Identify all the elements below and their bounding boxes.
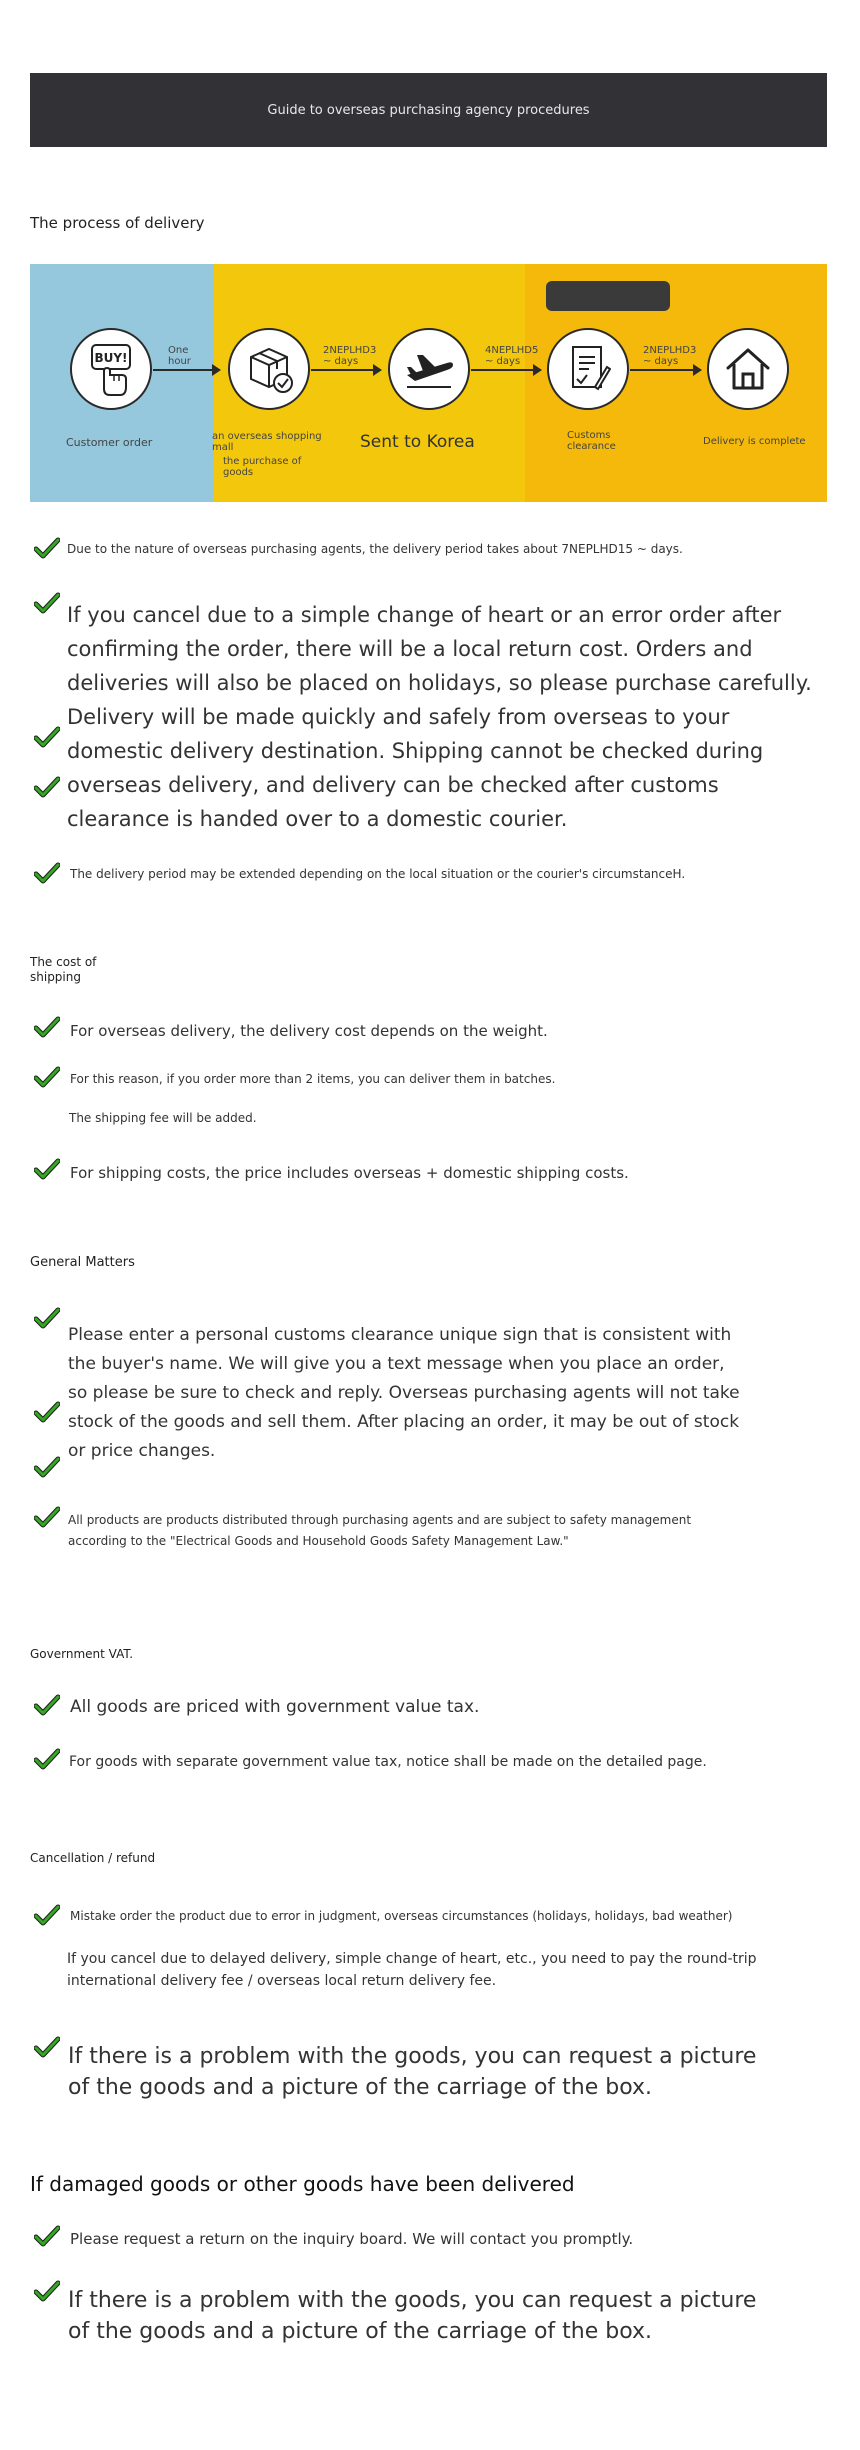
check-icon [34, 1456, 60, 1478]
check-icon [34, 592, 60, 614]
delivery-note-3: The delivery period may be extended depending on the local situation or the courier's circumstanceH. [70, 867, 686, 881]
shipping-section-title: The cost of shipping [30, 955, 97, 984]
label-days-c: 2NEPLHD3 ~ days [643, 345, 697, 367]
check-icon [34, 1066, 60, 1088]
label-purchase-goods: the purchase of goods [223, 456, 302, 478]
label-one-hour: One hour [168, 345, 191, 367]
shipping-item-3: The shipping fee will be added. [69, 1111, 257, 1125]
damaged-section-title: If damaged goods or other goods have been delivered [30, 2172, 575, 2196]
damaged-item-1: Please request a return on the inquiry board. We will contact you promptly. [70, 2230, 634, 2248]
arrow-2 [311, 369, 380, 371]
label-sent-to-korea: Sent to Korea [360, 432, 475, 452]
cancel-item-1: Mistake order the product due to error in judgment, overseas circumstances (holidays, holidays, bad weather) [70, 1909, 733, 1923]
delivery-section-title: The process of delivery [30, 214, 205, 232]
tooltip-overlay [546, 281, 670, 311]
check-icon [34, 1506, 60, 1528]
delivery-note-1: Due to the nature of overseas purchasing agents, the delivery period takes about 7NEPLHD15 ~ days. [67, 542, 683, 556]
arrow-1 [153, 369, 219, 371]
document-icon [547, 328, 629, 410]
banner-title: Guide to overseas purchasing agency procedures [267, 102, 590, 118]
delivery-process-diagram [30, 264, 827, 502]
check-icon [34, 1158, 60, 1180]
delivery-note-2: If you cancel due to a simple change of heart or an error order after confirming the order, there will be a local return cost. Orders and deliveries will also be placed on holidays, so please purchase carefully. Delivery will be made quickly and safely from overseas to your domestic delivery destination. Shipping cannot be checked during overseas delivery, and delivery can be checked after customs clearance is handed over to a domestic courier. [67, 603, 812, 831]
label-days-b: 4NEPLHD5 ~ days [485, 345, 539, 367]
arrow-3 [471, 369, 540, 371]
buy-icon-text: BUY! [94, 351, 128, 365]
check-icon [34, 2225, 60, 2247]
check-icon [34, 1401, 60, 1423]
cancel-item-3: If there is a problem with the goods, you can request a picture of the goods and a picture of the carriage of the box. [68, 2044, 757, 2100]
general-paragraph: Please enter a personal customs clearance unique sign that is consistent with the buyer's name. We will give you a text message when you place an order, so please be sure to check and reply. Overseas purchasing agents will not take stock of the goods and sell them. After placing an order, it may be out of stock or price changes. [68, 1325, 740, 1461]
check-icon [34, 776, 60, 798]
label-customs-clearance: Customs clearance [567, 430, 616, 452]
buy-icon [70, 328, 152, 410]
label-shopping-mall: an overseas shopping mall [212, 431, 322, 453]
damaged-item-2: If there is a problem with the goods, you can request a picture of the goods and a picture of the carriage of the box. [68, 2288, 757, 2344]
shipping-item-4: For shipping costs, the price includes overseas + domestic shipping costs. [70, 1164, 629, 1182]
vat-item-1: All goods are priced with government value tax. [70, 1697, 480, 1717]
check-icon [34, 1748, 60, 1770]
vat-section-title: Government VAT. [30, 1647, 134, 1661]
cancel-section-title: Cancellation / refund [30, 1851, 156, 1865]
shipping-item-1: For overseas delivery, the delivery cost depends on the weight. [70, 1022, 548, 1040]
general-safety: All products are products distributed through purchasing agents and are subject to safety management according to the "Electrical Goods and Household Goods Safety Management Law." [68, 1513, 692, 1548]
general-section-title: General Matters [30, 1255, 135, 1270]
label-delivery-complete: Delivery is complete [703, 436, 806, 447]
check-icon [34, 2280, 60, 2302]
cancel-item-2: If you cancel due to delayed delivery, simple change of heart, etc., you need to pay the round-trip international delivery fee / overseas local return delivery fee. [67, 1951, 757, 1989]
check-icon [34, 1016, 60, 1038]
arrow-4 [630, 369, 700, 371]
label-customer-order: Customer order [66, 436, 153, 449]
check-icon [34, 537, 60, 559]
check-icon [34, 1307, 60, 1329]
package-icon [228, 328, 310, 410]
airplane-icon [388, 328, 470, 410]
check-icon [34, 1904, 60, 1926]
label-days-a: 2NEPLHD3 ~ days [323, 345, 377, 367]
check-icon [34, 862, 60, 884]
check-icon [34, 2036, 60, 2058]
shipping-item-2: For this reason, if you order more than 2 items, you can deliver them in batches. [70, 1072, 556, 1086]
header-banner [30, 73, 827, 147]
check-icon [34, 1694, 60, 1716]
vat-item-2: For goods with separate government value tax, notice shall be made on the detailed page. [69, 1754, 707, 1770]
home-icon [707, 328, 789, 410]
check-icon [34, 726, 60, 748]
